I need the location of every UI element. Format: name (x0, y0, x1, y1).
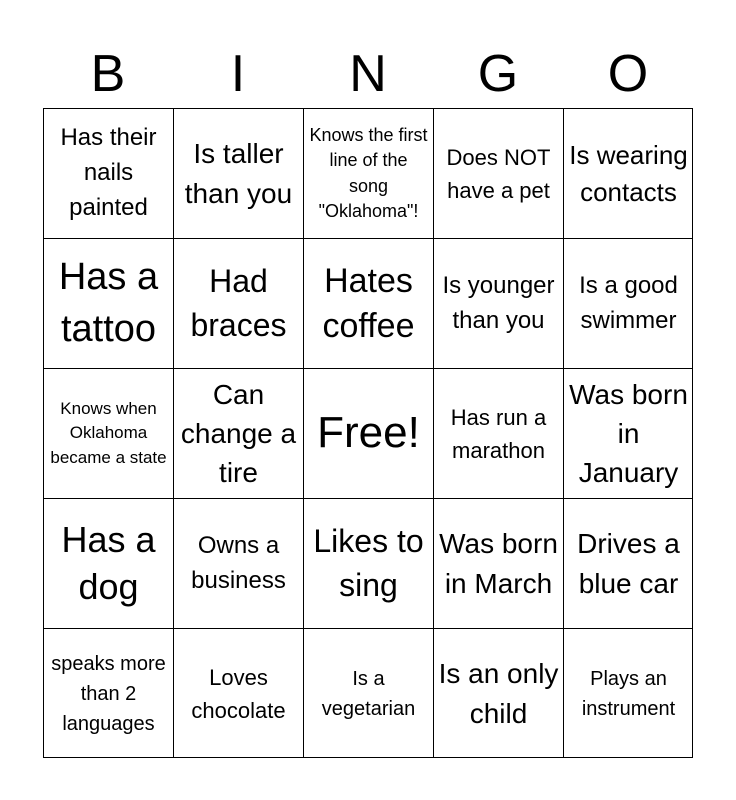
header-letter-o: O (607, 45, 649, 103)
bingo-cell[interactable]: Is younger than you (433, 238, 563, 368)
bingo-cell[interactable]: Loves chocolate (173, 628, 303, 758)
bingo-cell[interactable]: Had braces (173, 238, 303, 368)
header-letter-i: I (230, 45, 246, 103)
bingo-cell[interactable]: Knows when Oklahoma became a state (43, 368, 173, 498)
bingo-cell[interactable]: Has their nails painted (43, 108, 173, 238)
header-letter-g: G (477, 45, 519, 103)
header-letter-n: N (349, 45, 387, 103)
bingo-cell[interactable]: Can change a tire (173, 368, 303, 498)
bingo-cell[interactable]: Plays an instrument (563, 628, 693, 758)
bingo-header (43, 40, 693, 108)
bingo-cell[interactable]: Is taller than you (173, 108, 303, 238)
bingo-cell[interactable]: Likes to sing (303, 498, 433, 628)
bingo-cell[interactable]: Is an only child (433, 628, 563, 758)
bingo-cell[interactable]: speaks more than 2 languages (43, 628, 173, 758)
bingo-cell[interactable]: Has run a marathon (433, 368, 563, 498)
bingo-cell[interactable]: Was born in January (563, 368, 693, 498)
bingo-cell[interactable]: Is wearing contacts (563, 108, 693, 238)
bingo-cell[interactable]: Is a good swimmer (563, 238, 693, 368)
bingo-cell[interactable]: Has a tattoo (43, 238, 173, 368)
bingo-cell[interactable]: Drives a blue car (563, 498, 693, 628)
bingo-cell[interactable]: Is a vegetarian (303, 628, 433, 758)
bingo-cell[interactable]: Has a dog (43, 498, 173, 628)
bingo-board (43, 108, 693, 758)
bingo-cell[interactable]: Hates coffee (303, 238, 433, 368)
bingo-cell[interactable]: Knows the first line of the song "Oklahoma"! (303, 108, 433, 238)
header-letter-b: B (90, 45, 126, 103)
bingo-cell[interactable]: Owns a business (173, 498, 303, 628)
bingo-cell[interactable]: Was born in March (433, 498, 563, 628)
free-space-cell[interactable]: Free! (303, 368, 433, 498)
bingo-cell[interactable]: Does NOT have a pet (433, 108, 563, 238)
